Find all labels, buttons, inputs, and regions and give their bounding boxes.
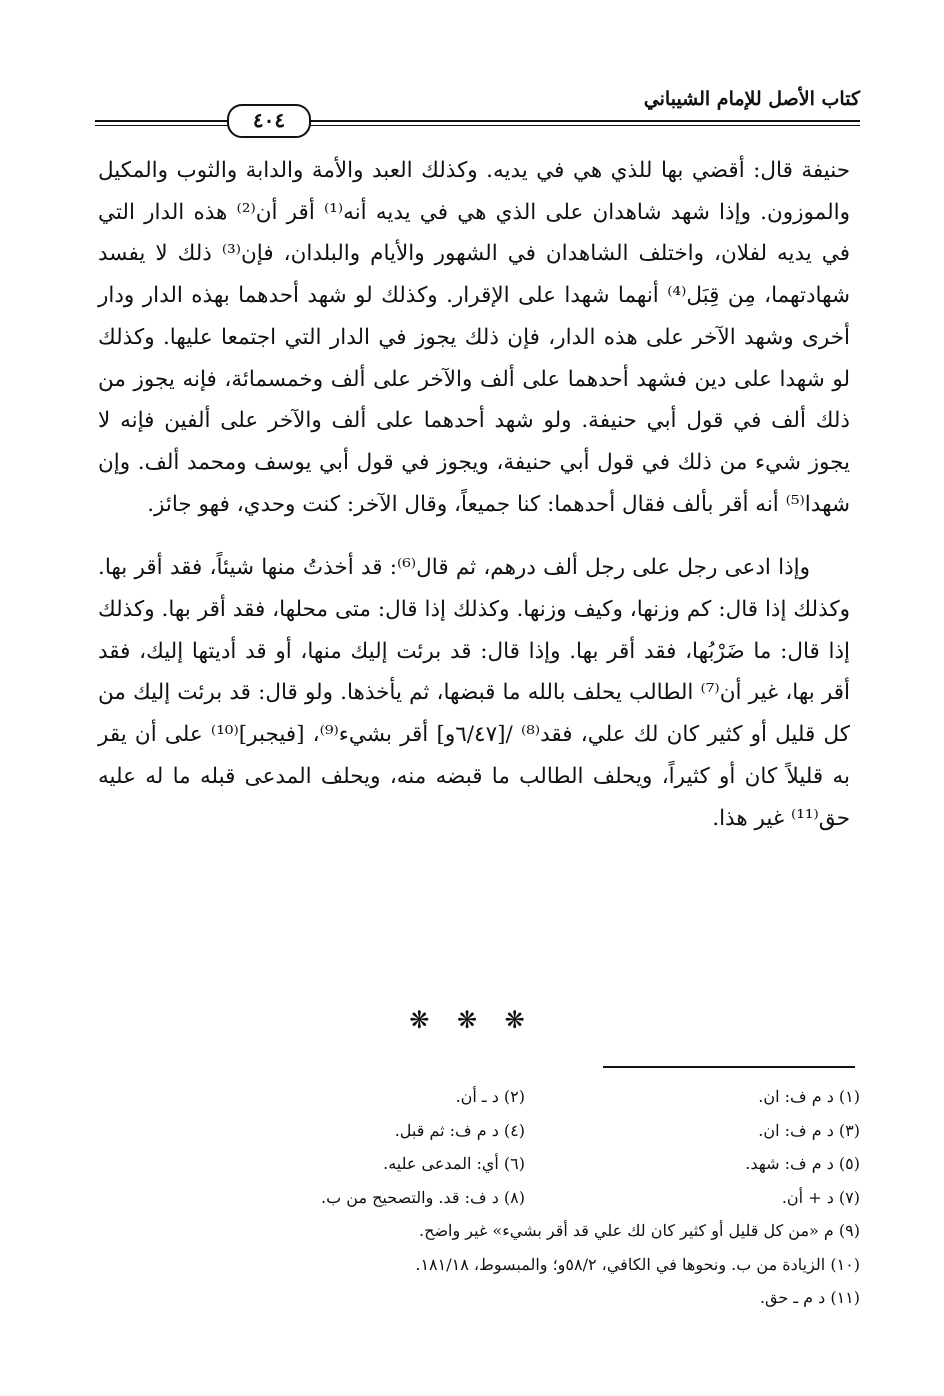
header-rule <box>95 120 860 122</box>
footnote-item: (٧) د + أن. <box>781 1187 860 1207</box>
footnote-item: (١٠) الزيادة من ب. ونحوها في الكافي، ٥٨/٢و؛ والمبسوط، ١٨١/١٨. <box>415 1254 860 1274</box>
footnote-row <box>190 1147 860 1181</box>
footnote-divider <box>603 1066 855 1068</box>
page-number: ٤٠٤ <box>227 104 311 138</box>
footnote-item: (٥) د م ف: شهد. <box>745 1154 860 1173</box>
book-title: كتاب الأصل للإمام الشيباني <box>643 88 860 110</box>
footnotes <box>190 1080 860 1315</box>
footnote-item: (٣) د م ف: ان. <box>758 1120 860 1140</box>
footnote-item: (٤) د م ف: ثم قبل. <box>394 1120 525 1140</box>
paragraph-2: وإذا ادعى رجل على رجل ألف درهم، ثم قال⁽⁶⁾: قد أخذتُ منها شيئاً، فقد أقر بها. وكذلك إذا قال: كم وزنها، وكيف وزنها. وكذلك إذا قال: متى محلها، فقد أقر بها. وكذلك إذا قال: ما ضَرْبُها، فقد أقر بها. وإذا قال: قد برئت إليك منها، أو قد أديتها إليك، فقد أقر بها، غير أن⁽⁷⁾ الطالب يحلف بالله ما قبضها، ثم يأخذها. ولو قال: قد برئت إليك من كل قليل أو كثير كان لك علي، فقد⁽⁸⁾ /[٦/٤٧و] أقر بشيء⁽⁹⁾، [فيجبر]⁽¹⁰⁾ على أن يقر به قليلاً كان أو كثيراً، ويحلف الطالب ما قبضه منه، ويحلف المدعى قبله ما له عليه حق⁽¹¹⁾ غير هذا. <box>98 555 851 831</box>
footnote-row <box>190 1114 860 1148</box>
footnote-row <box>190 1181 860 1215</box>
section-separator: ❋ ❋ ❋ <box>409 1006 535 1034</box>
footnote-row <box>190 1080 860 1114</box>
footnote-item: (٩) م «من كل قليل أو كثير كان لك علي قد أقر بشيء» غير واضح. <box>419 1221 860 1240</box>
footnote-item: (١١) د م ـ حق. <box>759 1288 860 1307</box>
header-rule-thin <box>95 125 860 126</box>
footnote-item: (٦) أي: المدعى عليه. <box>383 1154 525 1173</box>
footnote-item: (٨) د ف: قد. والتصحيح من ب. <box>321 1187 525 1207</box>
page-header <box>95 84 860 132</box>
footnote-item: (٢) د ـ أن. <box>455 1087 525 1106</box>
footnote-item: (١) د م ف: ان. <box>758 1087 860 1106</box>
paragraph-1: حنيفة قال: أقضي بها للذي هي في يديه. وكذلك العبد والأمة والدابة والثوب والمكيل والموزون. وإذا شهد شاهدان على الذي هي في يديه أنه⁽¹⁾ أقر أن⁽²⁾ هذه الدار التي في يديه لفلان، واختلف الشاهدان في الشهور والأيام والبلدان، فإن⁽³⁾ ذلك لا يفسد شهادتهما، مِن قِبَل⁽⁴⁾ أنهما شهدا على الإقرار. وكذلك لو شهد أحدهما بهذه الدار ودار أخرى وشهد الآخر على هذه الدار، فإن ذلك يجوز في الدار التي اجتمعا عليها. وكذلك لو شهدا على دين فشهد أحدهما على ألف والآخر على ألف وخمسمائة، فإنه يجوز من ذلك ألف في قول أبي حنيفة. ولو شهد أحدهما على ألف والآخر على ألفين فإنه لا يجوز شيء من ذلك في قول أبي حنيفة، ويجوز في قول أبي يوسف ومحمد ألف. وإن شهدا⁽⁵⁾ أنه أقر بألف فقال أحدهما: كنا جميعاً، وقال الآخر: كنت وحدي، فهو جائز. <box>98 158 851 517</box>
main-text <box>98 150 850 839</box>
